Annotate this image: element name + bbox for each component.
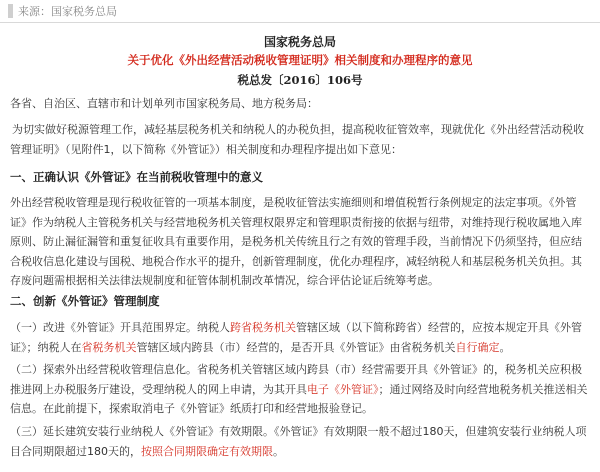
item-3-text-b: 。 <box>273 444 284 458</box>
addressee-line: 各省、自治区、直辖市和计划单列市国家税务局、地方税务局： <box>10 97 318 110</box>
document-number: 税总发〔2016〕106号 <box>237 73 363 87</box>
item-1-text-d: 。 <box>499 340 511 354</box>
item-2-emphasis-a: 电子《外管证》 <box>307 382 379 396</box>
source-label: 来源：国家税务总局 <box>18 5 117 18</box>
item-1-text-b: 管辖区域（以下简称跨省）经营的，应按本规定开具《外管证》；纳税人在 <box>10 321 582 354</box>
item-3-emphasis-a: 按照合同期限确定有效期限 <box>141 444 273 458</box>
section-2-item-3 <box>10 422 592 461</box>
item-1-emphasis-b: 省税务机关 <box>81 340 137 354</box>
item-1-emphasis-c: 自行确定 <box>455 340 500 354</box>
document-issuer: 国家税务总局 <box>263 35 336 49</box>
section-1-body: 外出经营税收管理是现行税收征管的一项基本制度，是税收征管法实施细则和增值税暂行条例规定的法定事项。《外管证》作为纳税人主管税务机关与经营地税务机关管理权限界定和管理职责衔接的依据与纽带，对维持现行税收属地入库原则、防止漏征漏管和重复征收具有重要作用，是税务机关传统且行之有效的管理手段，当前情况下仍须坚持，但应结合税收信息化建设与国税、地税合作水平的提升，创新管理制度，优化办理程序，减轻纳税人和基层税务机关负担。其存废问题需根据相关法律法规制度和征管体制机制改革情况，综合评估论证后统筹考虑。 <box>10 196 582 287</box>
item-1-text-c: 管辖区域内跨县（市）经营的，是否开具《外管证》由省税务机关 <box>136 340 456 354</box>
section-2-item-2 <box>10 360 592 419</box>
section-2-item-1 <box>10 318 592 357</box>
item-1-emphasis-a: 跨省税务机关 <box>230 321 296 334</box>
source-bar <box>0 0 600 23</box>
item-2-text-a: （二）探索外出经营税收管理信息化。省税务机关管辖区域内跨县（市）经营需要开具《外管证》的，税务机关应积极推进网上办税服务厅建设，受理纳税人的网上申请，为其开具 <box>10 363 582 396</box>
item-1-text-a: （一）改进《外管证》开具范围界定。纳税人 <box>10 321 230 334</box>
item-2-text-b: ；通过网络及时向经营地税务机关推送相关信息。在此前提下，探索取消电子《外管证》纸质打印和经营地报验登记。 <box>10 382 588 415</box>
section-heading-1: 一、正确认识《外管证》在当前税收管理中的意义 <box>10 170 263 184</box>
source-marker <box>8 4 13 18</box>
section-heading-2: 二、创新《外管证》管理制度 <box>10 294 160 308</box>
intro-paragraph: 为切实做好税源管理工作，减轻基层税务机关和纳税人的办税负担，提高税收征管效率，现就优化《外出经营活动税收管理证明》（见附件1，以下简称《外管证》）相关制度和办理程序提出如下意见： <box>10 123 584 156</box>
item-3-text-a: （三）延长建筑安装行业纳税人《外管证》有效期限。《外管证》有效期限一般不超过180天，但建筑安装行业纳税人项目合同期限超过180天的， <box>10 425 587 458</box>
document-title: 关于优化《外出经营活动税收管理证明》相关制度和办理程序的意见 <box>127 53 473 67</box>
